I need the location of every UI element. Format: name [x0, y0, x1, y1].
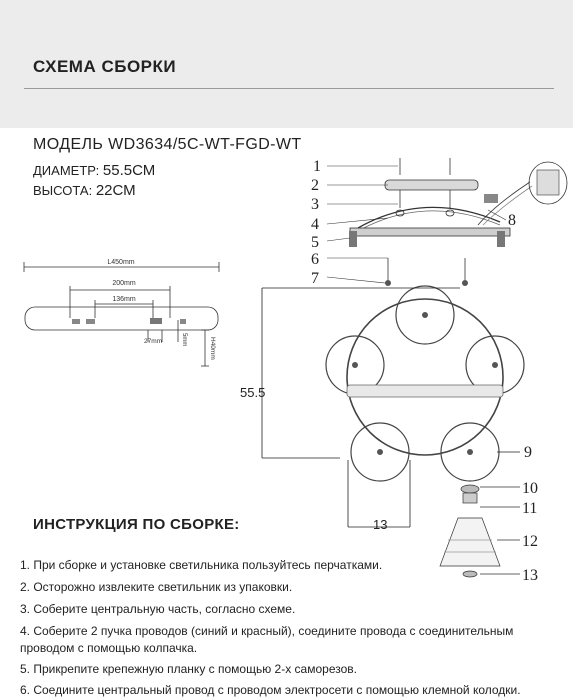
callout-1: 1 — [313, 158, 321, 175]
canopy-nut — [497, 231, 505, 247]
dim-diameter-label: 55.5 — [240, 385, 266, 400]
screw-anchor — [446, 210, 454, 216]
diameter-value: 55.5СМ — [102, 162, 156, 179]
model-name: МОДЕЛЬ WD3634/5C-WT-FGD-WT — [33, 136, 302, 153]
dim-200: 200mm — [112, 280, 136, 287]
plate-hole — [86, 319, 95, 324]
dim-offset-label: 13 — [373, 517, 388, 532]
light-node — [352, 362, 358, 368]
callout-13: 13 — [522, 567, 538, 584]
light-node — [377, 449, 383, 455]
instruction-step: 6. Соедините центральный провод с проводом электросети с помощью клемной колодки. — [20, 683, 521, 697]
light-node — [422, 312, 428, 318]
height-label: ВЫСОТА: — [33, 183, 93, 198]
callout-11: 11 — [522, 500, 538, 517]
terminal-block-icon — [537, 170, 559, 195]
callout-5: 5 — [311, 234, 319, 251]
light-node — [467, 449, 473, 455]
instruction-step: 3. Соберите центральную часть, согласно схеме. — [20, 602, 296, 616]
plate-hole — [180, 319, 186, 324]
callout-10: 10 — [522, 480, 538, 497]
canopy-nut — [349, 231, 357, 247]
instruction-step: 5. Прикрепите крепежную планку с помощью 2-х саморезов. — [20, 662, 357, 676]
callout-6: 6 — [311, 251, 319, 268]
dim-136: 136mm — [112, 296, 136, 303]
callout-3: 3 — [311, 196, 319, 213]
light-node — [492, 362, 498, 368]
instruction-step: 4. Соберите 2 пучка проводов (синий и красный), соедините провода с соединительным проводом с помощью колпачка. — [20, 624, 514, 655]
instructions-title: ИНСТРУКЦИЯ ПО СБОРКЕ: — [33, 516, 240, 533]
plate-hole — [150, 318, 162, 324]
instruction-step: 1. При сборке и установке светильника пользуйтесь перчатками. — [20, 558, 383, 572]
screw-head — [462, 280, 468, 286]
callout-9: 9 — [524, 444, 532, 461]
callout-12: 12 — [522, 533, 538, 550]
screw-head — [385, 280, 391, 286]
page-title: СХЕМА СБОРКИ — [33, 57, 177, 76]
dim-5: 5mm — [181, 333, 187, 347]
callout-8: 8 — [508, 212, 516, 229]
instruction-step: 2. Осторожно извлеките светильник из упаковки. — [20, 580, 293, 594]
mounting-plate-drawing — [24, 262, 219, 366]
dim-h40: H40mm — [209, 337, 216, 360]
height-value: 22СМ — [95, 182, 136, 199]
dim-27: 27mm — [143, 338, 163, 345]
callout-7: 7 — [311, 270, 319, 287]
diameter-label: ДИАМЕТР: — [33, 163, 100, 178]
dim-length: L450mm — [107, 259, 135, 266]
connector-icon — [484, 194, 498, 203]
callout-2: 2 — [311, 177, 319, 194]
callout-4: 4 — [311, 216, 319, 233]
plate-hole — [72, 319, 80, 324]
